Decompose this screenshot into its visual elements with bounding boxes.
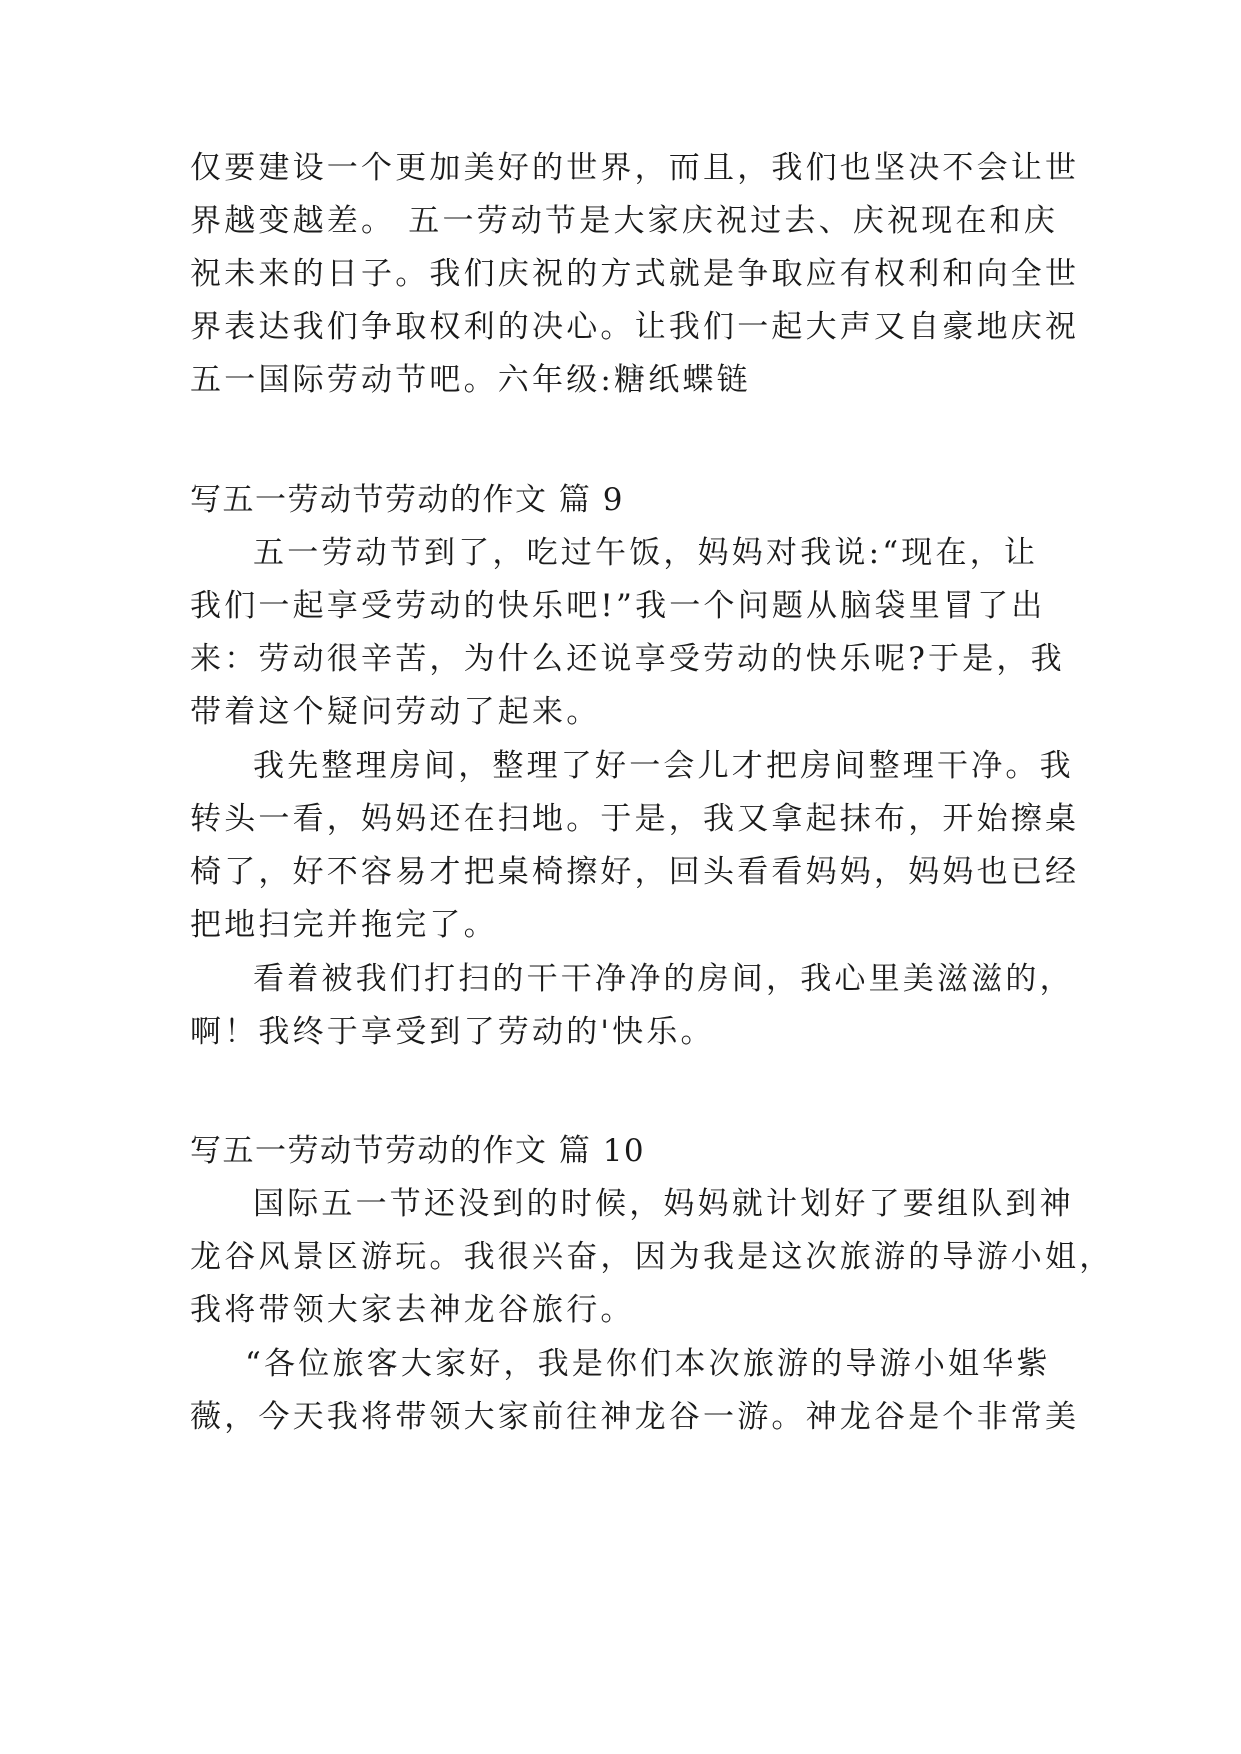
section-9-line-6: 转头一看，妈妈还在扫地。于是，我又拿起抹布，开始擦桌 xyxy=(190,801,1080,837)
section-9-line-4: 带着这个疑问劳动了起来。 xyxy=(190,694,601,730)
section-9-line-9: 看着被我们打扫的干干净净的房间，我心里美滋滋的， xyxy=(253,961,1074,997)
section-9-line-2: 我们一起享受劳动的快乐吧!”我一个问题从脑袋里冒了出 xyxy=(190,588,1046,624)
continuation-line-5: 五一国际劳动节吧。六年级:糖纸蝶链 xyxy=(190,362,751,398)
section-9-line-1: 五一劳动节到了，吃过午饭，妈妈对我说:“现在，让 xyxy=(253,535,1039,571)
continuation-line-3: 祝未来的日子。我们庆祝的方式就是争取应有权利和向全世 xyxy=(190,256,1080,292)
continuation-line-2: 界越变越差。 五一劳动节是大家庆祝过去、庆祝现在和庆 xyxy=(190,203,1059,239)
section-9-line-10: 啊！我终于享受到了劳动的'快乐。 xyxy=(190,1014,715,1050)
section-9-line-5: 我先整理房间，整理了好一会儿才把房间整理干净。我 xyxy=(253,748,1074,784)
continuation-line-4: 界表达我们争取权利的决心。让我们一起大声又自豪地庆祝 xyxy=(190,309,1080,345)
section-10-line-5: 薇，今天我将带领大家前往神龙谷一游。神龙谷是个非常美 xyxy=(190,1399,1080,1435)
section-9-line-8: 把地扫完并拖完了。 xyxy=(190,907,498,943)
section-10-line-1: 国际五一节还没到的时候，妈妈就计划好了要组队到神 xyxy=(253,1186,1074,1222)
section-10-line-3: 我将带领大家去神龙谷旅行。 xyxy=(190,1292,635,1328)
section-10-heading: 写五一劳动节劳动的作文 篇 10 xyxy=(190,1133,646,1169)
section-10-line-4: “各位旅客大家好，我是你们本次旅游的导游小姐华紫 xyxy=(245,1346,1051,1382)
section-9-line-3: 来：劳动很辛苦，为什么还说享受劳动的快乐呢?于是，我 xyxy=(190,641,1065,677)
section-9-heading: 写五一劳动节劳动的作文 篇 9 xyxy=(190,482,624,518)
section-9-line-7: 椅了，好不容易才把桌椅擦好，回头看看妈妈，妈妈也已经 xyxy=(190,854,1080,890)
section-10-line-2: 龙谷风景区游玩。我很兴奋，因为我是这次旅游的导游小姐， xyxy=(190,1239,1114,1275)
continuation-line-1: 仅要建设一个更加美好的世界，而且，我们也坚决不会让世 xyxy=(190,150,1080,186)
